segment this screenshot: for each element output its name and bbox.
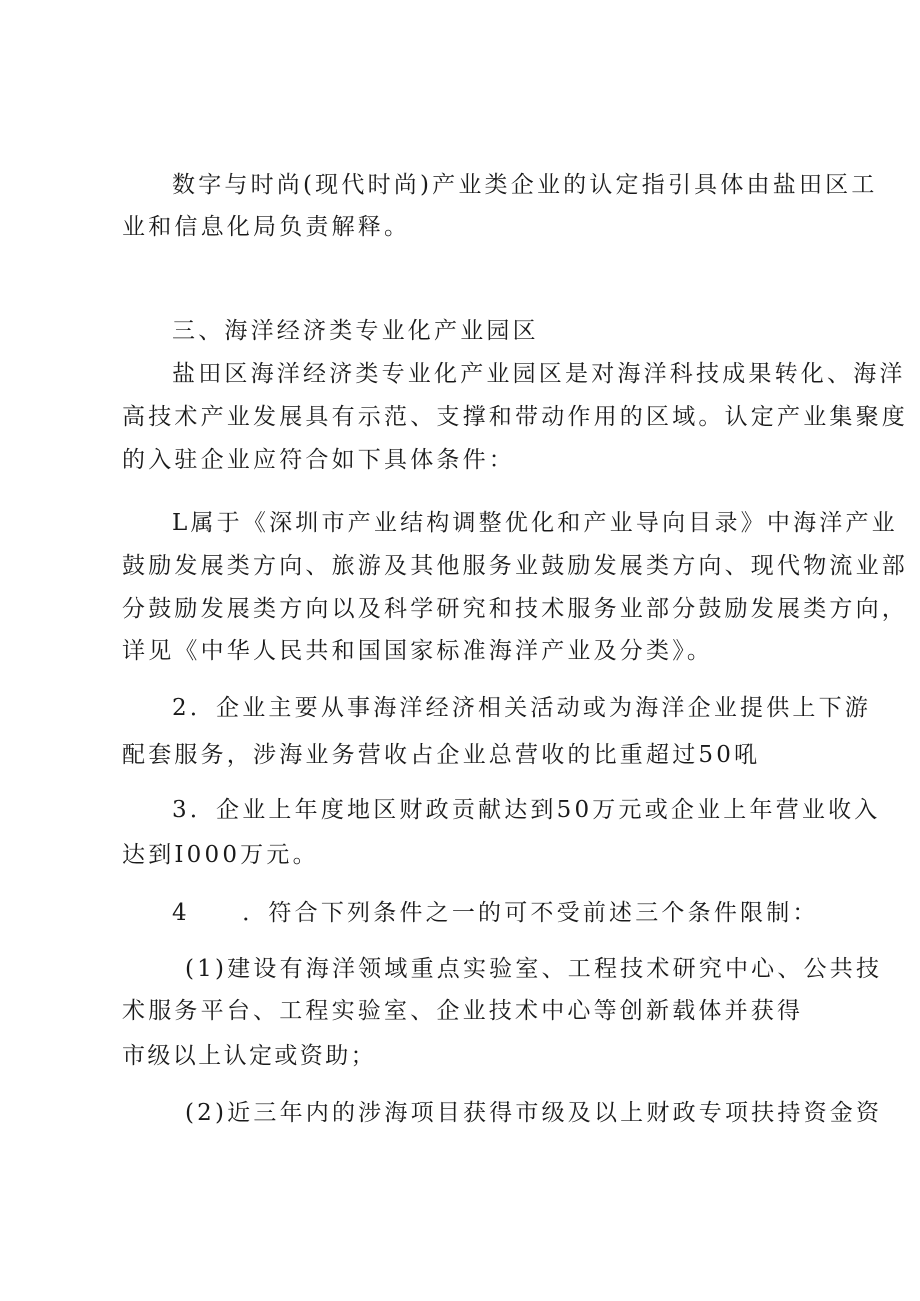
item-1-line-4: 详见《中华人民共和国国家标准海洋产业及分类》。 xyxy=(122,638,714,664)
paragraph-3-line-3: 的入驻企业应符合如下具体条件： xyxy=(122,447,515,473)
item-2-line-2: 配套服务，涉海业务营收占企业总营收的比重超过50吼 xyxy=(122,742,761,768)
sub-item-1-line-2: 术服务平台、工程实验室、企业技术中心等创新载体并获得 xyxy=(122,998,804,1024)
paragraph-1-line-1: 数字与时尚(现代时尚)产业类企业的认定指引具体由盐田区工 xyxy=(172,172,878,198)
item-1-line-3: 分鼓励发展类方向以及科学研究和技术服务业部分鼓励发展类方向， xyxy=(122,596,908,622)
item-2-line-1: 2．企业主要从事海洋经济相关活动或为海洋企业提供上下游 xyxy=(172,695,872,721)
paragraph-3-line-1: 盐田区海洋经济类专业化产业园区是对海洋科技成果转化、海洋 xyxy=(172,361,906,387)
item-3-line-2: 达到I000万元。 xyxy=(122,842,319,868)
paragraph-1-line-2: 业和信息化局负责解释。 xyxy=(122,214,411,240)
item-3-line-1: 3．企业上年度地区财政贡献达到50万元或企业上年营业收入 xyxy=(172,797,881,823)
paragraph-3-line-2: 高技术产业发展具有示范、支撑和带动作用的区域。认定产业集聚度 xyxy=(122,404,908,430)
item-4-line-1: 4 ．符合下列条件之一的可不受前述三个条件限制： xyxy=(172,900,819,926)
sub-item-2-line-1: (2)近三年内的涉海项目获得市级及以上财政专项扶持资金资 xyxy=(185,1100,883,1126)
item-1-line-1: L属于《深圳市产业结构调整优化和产业导向目录》中海洋产业 xyxy=(172,510,898,536)
sub-item-1-line-1: (1)建设有海洋领域重点实验室、工程技术研究中心、公共技 xyxy=(185,956,883,982)
section-heading: 三、海洋经济类专业化产业园区 xyxy=(172,318,539,344)
sub-item-1-line-3: 市级以上认定或资助； xyxy=(122,1043,376,1069)
item-1-line-2: 鼓励发展类方向、旅游及其他服务业鼓励发展类方向、现代物流业部 xyxy=(122,553,908,579)
